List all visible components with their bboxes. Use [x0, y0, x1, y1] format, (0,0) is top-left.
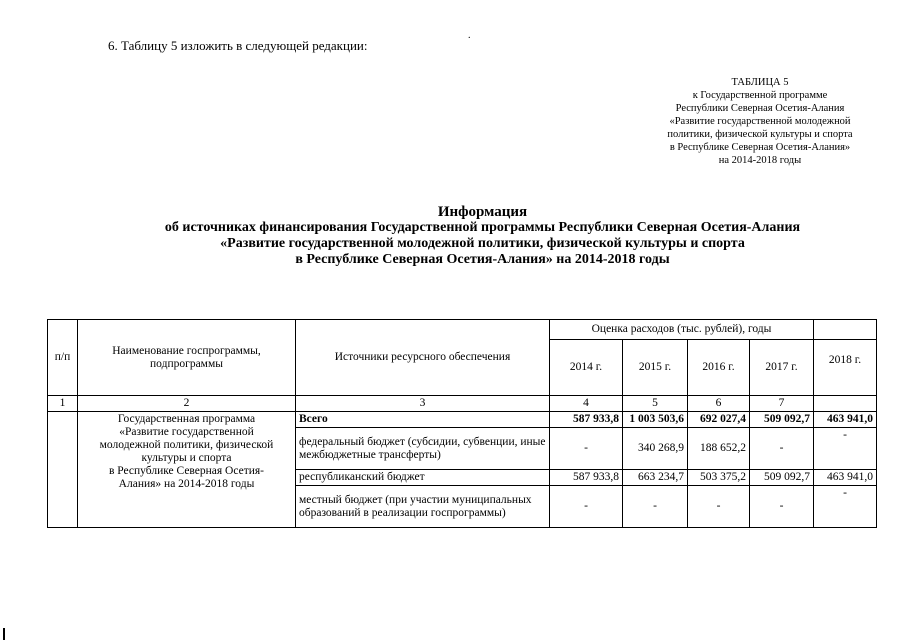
header-year: 2015 г. — [623, 340, 688, 396]
program-line: культуры и спорта — [141, 452, 232, 464]
value-cell: 692 027,4 — [688, 412, 750, 428]
col-number: 4 — [550, 396, 623, 412]
program-line: молодежной политики, физической — [99, 439, 274, 451]
source-local: местный бюджет (при участии муниципальных образований в реализации госпрограммы) — [296, 486, 550, 528]
financing-table — [47, 319, 877, 528]
header-year: 2014 г. — [550, 340, 623, 396]
header-year: 2017 г. — [750, 340, 814, 396]
title-line: об источниках финансирования Государственной программы Республики Северная Осетия-Алания — [164, 220, 801, 235]
value-cell: - — [814, 428, 877, 470]
program-line: в Республике Северная Осетия- — [108, 465, 265, 477]
header-year: 2016 г. — [688, 340, 750, 396]
program-line: Алания» на 2014-2018 годы — [118, 478, 255, 490]
value-cell: 463 941,0 — [814, 412, 877, 428]
header-year: 2018 г. — [814, 340, 877, 396]
appendix-line: ТАБЛИЦА 5 — [731, 77, 789, 88]
title-line: Информация — [437, 204, 528, 220]
value-cell: - — [550, 486, 623, 528]
program-line: «Развитие государственной — [119, 426, 254, 438]
value-cell: 509 092,7 — [750, 412, 814, 428]
source-republican: республиканский бюджет — [296, 470, 550, 486]
value-cell: 509 092,7 — [750, 470, 814, 486]
col-number: 5 — [623, 396, 688, 412]
header-estimate: Оценка расходов (тыс. рублей), годы — [550, 320, 814, 340]
appendix-line: «Развитие государственной молодежной — [669, 116, 851, 127]
header-num: п/п — [48, 320, 78, 396]
value-cell: 340 268,9 — [623, 428, 688, 470]
table-row — [48, 412, 877, 428]
col-number-empty — [814, 396, 877, 412]
row-num-empty — [48, 412, 78, 528]
source-federal: федеральный бюджет (субсидии, субвенции, иные межбюджетные трансферты) — [296, 428, 550, 470]
value-cell: 503 375,2 — [688, 470, 750, 486]
col-number: 7 — [750, 396, 814, 412]
stray-dot: . — [468, 30, 471, 41]
value-cell: 587 933,8 — [550, 412, 623, 428]
header-sources: Источники ресурсного обеспечения — [296, 320, 550, 396]
value-cell: 463 941,0 — [814, 470, 877, 486]
appendix-line: Республики Северная Осетия-Алания — [675, 103, 845, 114]
intro-text: 6. Таблицу 5 изложить в следующей редакции: — [108, 38, 368, 53]
value-cell: 587 933,8 — [550, 470, 623, 486]
col-number: 2 — [78, 396, 296, 412]
document-title — [60, 204, 905, 268]
appendix-line: к Государственной программе — [692, 90, 828, 101]
scan-edge-mark — [3, 628, 5, 640]
value-cell: - — [814, 486, 877, 528]
value-cell: - — [750, 486, 814, 528]
col-number: 3 — [296, 396, 550, 412]
header-name: Наименование госпрограммы, подпрограммы — [78, 320, 296, 396]
appendix-line: в Республике Северная Осетия-Алания» — [669, 142, 851, 153]
header-empty — [814, 320, 877, 340]
appendix-line: на 2014-2018 годы — [718, 155, 802, 166]
program-name — [78, 412, 296, 528]
source-total: Всего — [296, 412, 550, 428]
value-cell: 1 003 503,6 — [623, 412, 688, 428]
value-cell: - — [688, 486, 750, 528]
col-number: 6 — [688, 396, 750, 412]
title-line: в Республике Северная Осетия-Алания» на 2014-2018 годы — [295, 252, 670, 267]
value-cell: - — [550, 428, 623, 470]
program-line: Государственная программа — [117, 413, 256, 425]
value-cell: 188 652,2 — [688, 428, 750, 470]
value-cell: - — [750, 428, 814, 470]
value-cell: - — [623, 486, 688, 528]
appendix-note — [640, 76, 880, 167]
value-cell: 663 234,7 — [623, 470, 688, 486]
appendix-line: политики, физической культуры и спорта — [667, 129, 853, 140]
col-number: 1 — [48, 396, 78, 412]
title-line: «Развитие государственной молодежной политики, физической культуры и спорта — [220, 236, 745, 251]
